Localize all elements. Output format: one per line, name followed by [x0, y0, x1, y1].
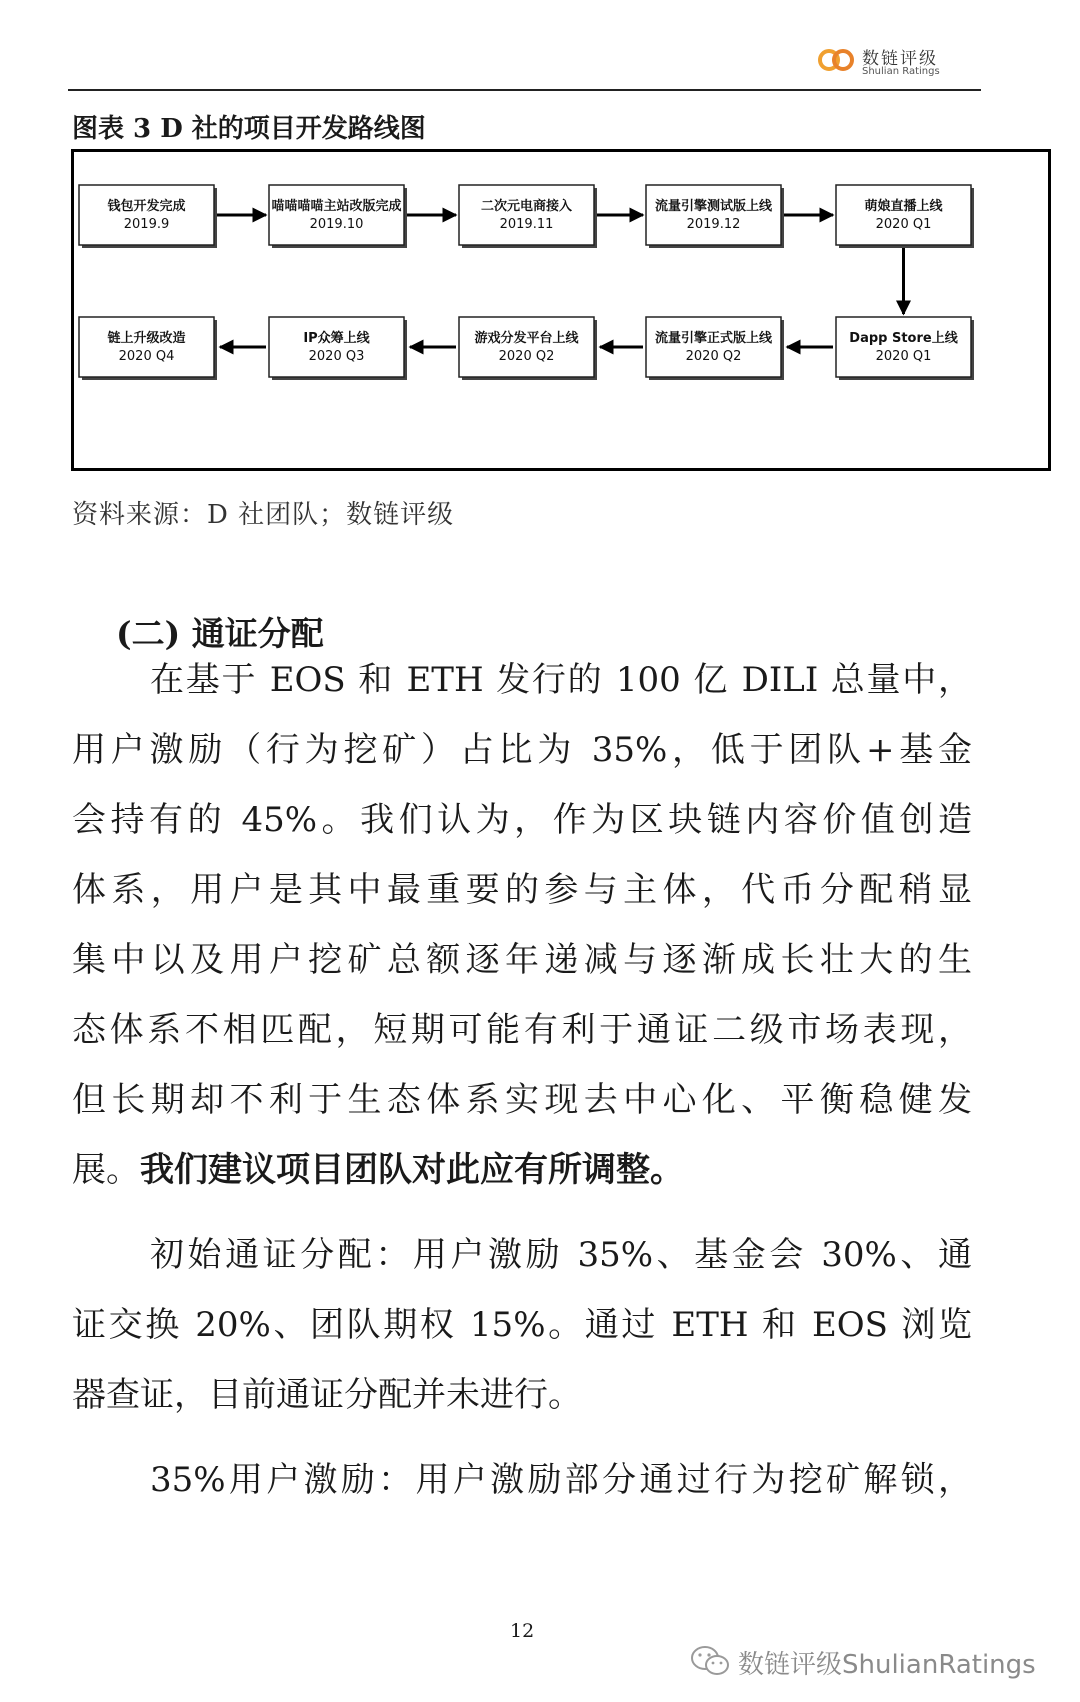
node-box — [646, 317, 781, 377]
header-divider — [68, 89, 981, 91]
logo-mark-icon — [818, 46, 854, 74]
roadmap-node — [269, 185, 407, 248]
node-box — [836, 317, 971, 377]
node-title: 游戏分发平台上线 — [474, 331, 579, 346]
roadmap-node — [79, 317, 217, 380]
paragraph-last-line — [72, 1150, 972, 1190]
roadmap-node — [646, 317, 784, 380]
node-date: 2020 Q2 — [685, 349, 742, 364]
node-date: 2019.9 — [123, 217, 170, 232]
node-date: 2020 Q1 — [875, 349, 932, 364]
paragraph-line: 在基于 EOS 和 ETH 发行的 100 亿 DILI 总量中， — [150, 660, 972, 700]
node-title: 流量引擎测试版上线 — [654, 199, 773, 214]
roadmap-node — [459, 185, 597, 248]
node-box — [269, 317, 404, 377]
brand-logo — [818, 42, 968, 82]
node-title: IP众筹上线 — [303, 331, 370, 346]
node-title: 萌娘直播上线 — [864, 199, 943, 214]
node-box — [459, 317, 594, 377]
node-title: Dapp Store上线 — [849, 331, 958, 346]
node-box — [836, 185, 971, 245]
recommendation-text: 我们建议项目团队对此应有所调整。 — [140, 1150, 684, 1190]
node-title: 喵喵喵喵主站改版完成 — [271, 199, 402, 214]
roadmap-node — [459, 317, 597, 380]
figure-source: 资料来源：D 社团队；数链评级 — [72, 500, 455, 530]
node-box — [269, 185, 404, 245]
figure-caption: 图表 3 D 社的项目开发路线图 — [72, 114, 426, 144]
node-box — [79, 185, 214, 245]
logo-chinese-text: 数链评级 — [862, 49, 938, 69]
paragraph-text: 展。 — [72, 1150, 140, 1190]
paragraph-line: 初始通证分配：用户激励 35%、基金会 30%、通 — [150, 1235, 972, 1275]
node-title: 流量引擎正式版上线 — [654, 331, 773, 346]
node-box — [79, 317, 214, 377]
node-date: 2020 Q4 — [118, 349, 175, 364]
page-number: 12 — [510, 1620, 535, 1642]
roadmap-node — [646, 185, 784, 248]
node-box — [646, 185, 781, 245]
node-date: 2019.12 — [686, 217, 741, 232]
roadmap-node — [269, 317, 407, 380]
node-date: 2019.10 — [309, 217, 364, 232]
node-date: 2019.11 — [499, 217, 554, 232]
wechat-icon — [690, 1644, 730, 1678]
node-box — [459, 185, 594, 245]
paragraph-line: 器查证，目前通证分配并未进行。 — [72, 1375, 582, 1415]
roadmap-node — [836, 185, 974, 248]
section-heading: (二) 通证分配 — [116, 614, 324, 653]
node-date: 2020 Q2 — [498, 349, 555, 364]
paragraph-line: 体系，用户是其中最重要的参与主体，代币分配稍显 — [72, 870, 972, 910]
node-date: 2020 Q3 — [308, 349, 365, 364]
paragraph-line: 35%用户激励：用户激励部分通过行为挖矿解锁， — [150, 1460, 972, 1500]
paragraph-line: 证交换 20%、团队期权 15%。通过 ETH 和 EOS 浏览 — [72, 1305, 972, 1345]
logo-english-text: Shulian Ratings — [862, 66, 940, 77]
roadmap-diagram — [71, 149, 1051, 471]
roadmap-canvas — [74, 152, 1048, 468]
roadmap-nodes — [79, 185, 974, 380]
node-title: 二次元电商接入 — [480, 199, 573, 214]
paragraph-line: 集中以及用户挖矿总额逐年递减与逐渐成长壮大的生 — [72, 940, 972, 980]
watermark-text: 数链评级ShulianRatings — [738, 1650, 1036, 1680]
paragraph-line: 会持有的 45%。我们认为，作为区块链内容价值创造 — [72, 800, 972, 840]
roadmap-node — [79, 185, 217, 248]
roadmap-node — [836, 317, 974, 380]
node-date: 2020 Q1 — [875, 217, 932, 232]
paragraph-line: 用户激励（行为挖矿）占比为 35%，低于团队+基金 — [72, 730, 972, 770]
watermark — [690, 1642, 1050, 1682]
paragraph-line: 态体系不相匹配，短期可能有利于通证二级市场表现， — [72, 1010, 972, 1050]
paragraph-line: 但长期却不利于生态体系实现去中心化、平衡稳健发 — [72, 1080, 972, 1120]
node-title: 链上升级改造 — [107, 331, 186, 346]
node-title: 钱包开发完成 — [107, 199, 186, 214]
